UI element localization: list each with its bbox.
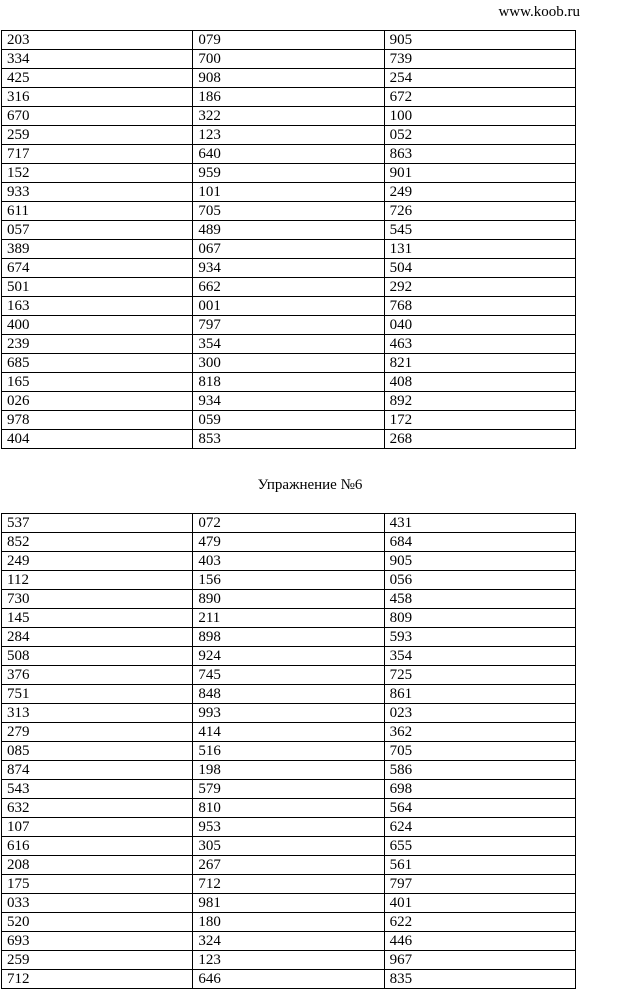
table-cell: 414 xyxy=(193,723,384,742)
table-cell: 640 xyxy=(193,145,384,164)
table-row xyxy=(2,970,576,989)
table-row xyxy=(2,780,576,799)
table-cell: 579 xyxy=(193,780,384,799)
table-cell: 953 xyxy=(193,818,384,837)
table-cell: 685 xyxy=(2,354,193,373)
table-cell: 079 xyxy=(193,31,384,50)
table-cell: 821 xyxy=(384,354,575,373)
exercise-title: Упражнение №6 xyxy=(257,477,363,493)
table-cell: 646 xyxy=(193,970,384,989)
table-cell: 670 xyxy=(2,107,193,126)
table-row xyxy=(2,354,576,373)
table-cell: 905 xyxy=(384,552,575,571)
table-cell: 085 xyxy=(2,742,193,761)
table-cell: 543 xyxy=(2,780,193,799)
table-cell: 712 xyxy=(2,970,193,989)
table-cell: 934 xyxy=(193,392,384,411)
table-cell: 334 xyxy=(2,50,193,69)
table-row xyxy=(2,799,576,818)
table-cell: 033 xyxy=(2,894,193,913)
table-cell: 123 xyxy=(193,951,384,970)
table-cell: 898 xyxy=(193,628,384,647)
site-url: www.koob.ru xyxy=(498,4,580,20)
table-row xyxy=(2,666,576,685)
table-row xyxy=(2,278,576,297)
table-cell: 561 xyxy=(384,856,575,875)
number-table-2 xyxy=(1,513,576,989)
table-row xyxy=(2,126,576,145)
table-row xyxy=(2,533,576,552)
table-cell: 400 xyxy=(2,316,193,335)
table-cell: 745 xyxy=(193,666,384,685)
table-cell: 674 xyxy=(2,259,193,278)
table-cell: 797 xyxy=(193,316,384,335)
table-cell: 632 xyxy=(2,799,193,818)
table-cell: 693 xyxy=(2,932,193,951)
table-cell: 959 xyxy=(193,164,384,183)
table-cell: 292 xyxy=(384,278,575,297)
table-row xyxy=(2,50,576,69)
table-cell: 967 xyxy=(384,951,575,970)
table-row xyxy=(2,69,576,88)
table-cell: 101 xyxy=(193,183,384,202)
table-row xyxy=(2,240,576,259)
table-cell: 203 xyxy=(2,31,193,50)
table-row xyxy=(2,704,576,723)
table-row xyxy=(2,259,576,278)
table-cell: 175 xyxy=(2,875,193,894)
table-cell: 268 xyxy=(384,430,575,449)
table-cell: 052 xyxy=(384,126,575,145)
table-cell: 717 xyxy=(2,145,193,164)
table-cell: 684 xyxy=(384,533,575,552)
table-cell: 479 xyxy=(193,533,384,552)
table-row xyxy=(2,221,576,240)
table-row xyxy=(2,856,576,875)
table-cell: 362 xyxy=(384,723,575,742)
table-cell: 239 xyxy=(2,335,193,354)
table-cell: 322 xyxy=(193,107,384,126)
table-cell: 431 xyxy=(384,514,575,533)
table-row xyxy=(2,742,576,761)
table-row xyxy=(2,183,576,202)
table-cell: 254 xyxy=(384,69,575,88)
table-row xyxy=(2,297,576,316)
table-row xyxy=(2,685,576,704)
table-cell: 072 xyxy=(193,514,384,533)
table-cell: 354 xyxy=(193,335,384,354)
table-row xyxy=(2,145,576,164)
table-cell: 446 xyxy=(384,932,575,951)
table-cell: 853 xyxy=(193,430,384,449)
table-cell: 508 xyxy=(2,647,193,666)
table-cell: 211 xyxy=(193,609,384,628)
table-cell: 908 xyxy=(193,69,384,88)
table-cell: 981 xyxy=(193,894,384,913)
table-cell: 404 xyxy=(2,430,193,449)
table-cell: 316 xyxy=(2,88,193,107)
table-cell: 978 xyxy=(2,411,193,430)
table-row xyxy=(2,392,576,411)
table-row xyxy=(2,875,576,894)
table-row xyxy=(2,430,576,449)
table-cell: 059 xyxy=(193,411,384,430)
table-cell: 165 xyxy=(2,373,193,392)
table-cell: 425 xyxy=(2,69,193,88)
table-cell: 835 xyxy=(384,970,575,989)
table-cell: 861 xyxy=(384,685,575,704)
table-row xyxy=(2,723,576,742)
table-cell: 389 xyxy=(2,240,193,259)
table-cell: 198 xyxy=(193,761,384,780)
table-cell: 489 xyxy=(193,221,384,240)
table-cell: 852 xyxy=(2,533,193,552)
table-cell: 057 xyxy=(2,221,193,240)
table-row xyxy=(2,837,576,856)
table-cell: 655 xyxy=(384,837,575,856)
table-row xyxy=(2,335,576,354)
table-cell: 501 xyxy=(2,278,193,297)
table-cell: 993 xyxy=(193,704,384,723)
table-row xyxy=(2,411,576,430)
table-row xyxy=(2,609,576,628)
table-row xyxy=(2,628,576,647)
table-cell: 458 xyxy=(384,590,575,609)
table-cell: 739 xyxy=(384,50,575,69)
table-cell: 712 xyxy=(193,875,384,894)
table-cell: 901 xyxy=(384,164,575,183)
table-cell: 848 xyxy=(193,685,384,704)
table-cell: 023 xyxy=(384,704,575,723)
table-row xyxy=(2,951,576,970)
table-cell: 163 xyxy=(2,297,193,316)
table-cell: 863 xyxy=(384,145,575,164)
table-cell: 892 xyxy=(384,392,575,411)
table-cell: 934 xyxy=(193,259,384,278)
table-row xyxy=(2,761,576,780)
table-cell: 403 xyxy=(193,552,384,571)
table-cell: 305 xyxy=(193,837,384,856)
table-cell: 593 xyxy=(384,628,575,647)
table-cell: 152 xyxy=(2,164,193,183)
table-cell: 123 xyxy=(193,126,384,145)
table-cell: 810 xyxy=(193,799,384,818)
table-row xyxy=(2,932,576,951)
table-cell: 156 xyxy=(193,571,384,590)
table-cell: 408 xyxy=(384,373,575,392)
table-cell: 725 xyxy=(384,666,575,685)
table-cell: 354 xyxy=(384,647,575,666)
table-row xyxy=(2,164,576,183)
table-row xyxy=(2,894,576,913)
table-row xyxy=(2,316,576,335)
table-row xyxy=(2,571,576,590)
table-cell: 516 xyxy=(193,742,384,761)
table-cell: 874 xyxy=(2,761,193,780)
table-cell: 026 xyxy=(2,392,193,411)
table-row xyxy=(2,647,576,666)
table-cell: 564 xyxy=(384,799,575,818)
table-cell: 100 xyxy=(384,107,575,126)
table-cell: 768 xyxy=(384,297,575,316)
table-cell: 180 xyxy=(193,913,384,932)
table-row xyxy=(2,590,576,609)
table-cell: 611 xyxy=(2,202,193,221)
table-cell: 726 xyxy=(384,202,575,221)
table-cell: 208 xyxy=(2,856,193,875)
table-row xyxy=(2,514,576,533)
table-cell: 672 xyxy=(384,88,575,107)
table-cell: 698 xyxy=(384,780,575,799)
table-cell: 890 xyxy=(193,590,384,609)
table-cell: 504 xyxy=(384,259,575,278)
table-cell: 616 xyxy=(2,837,193,856)
table-cell: 040 xyxy=(384,316,575,335)
table-cell: 249 xyxy=(2,552,193,571)
table-cell: 624 xyxy=(384,818,575,837)
table-cell: 520 xyxy=(2,913,193,932)
table-cell: 145 xyxy=(2,609,193,628)
table-row xyxy=(2,202,576,221)
table-cell: 463 xyxy=(384,335,575,354)
table-cell: 172 xyxy=(384,411,575,430)
table-cell: 249 xyxy=(384,183,575,202)
table-cell: 267 xyxy=(193,856,384,875)
table-cell: 324 xyxy=(193,932,384,951)
table-cell: 112 xyxy=(2,571,193,590)
table-cell: 401 xyxy=(384,894,575,913)
table-cell: 797 xyxy=(384,875,575,894)
table-cell: 818 xyxy=(193,373,384,392)
table-row xyxy=(2,913,576,932)
table-cell: 905 xyxy=(384,31,575,50)
table-row xyxy=(2,88,576,107)
table-cell: 279 xyxy=(2,723,193,742)
table-cell: 259 xyxy=(2,951,193,970)
table-row xyxy=(2,107,576,126)
table-cell: 924 xyxy=(193,647,384,666)
table-cell: 751 xyxy=(2,685,193,704)
table-cell: 933 xyxy=(2,183,193,202)
table-cell: 705 xyxy=(193,202,384,221)
table-cell: 376 xyxy=(2,666,193,685)
table-cell: 259 xyxy=(2,126,193,145)
table-row xyxy=(2,818,576,837)
table-cell: 107 xyxy=(2,818,193,837)
number-table-1 xyxy=(1,30,576,449)
table-cell: 700 xyxy=(193,50,384,69)
table-cell: 622 xyxy=(384,913,575,932)
table-cell: 809 xyxy=(384,609,575,628)
table-cell: 537 xyxy=(2,514,193,533)
table-cell: 730 xyxy=(2,590,193,609)
table-row xyxy=(2,31,576,50)
table-cell: 662 xyxy=(193,278,384,297)
table-cell: 300 xyxy=(193,354,384,373)
table-cell: 056 xyxy=(384,571,575,590)
table-cell: 067 xyxy=(193,240,384,259)
table-cell: 545 xyxy=(384,221,575,240)
table-row xyxy=(2,373,576,392)
table-cell: 001 xyxy=(193,297,384,316)
table-row xyxy=(2,552,576,571)
table-cell: 131 xyxy=(384,240,575,259)
table-cell: 705 xyxy=(384,742,575,761)
table-cell: 186 xyxy=(193,88,384,107)
table-cell: 586 xyxy=(384,761,575,780)
table-cell: 284 xyxy=(2,628,193,647)
table-cell: 313 xyxy=(2,704,193,723)
